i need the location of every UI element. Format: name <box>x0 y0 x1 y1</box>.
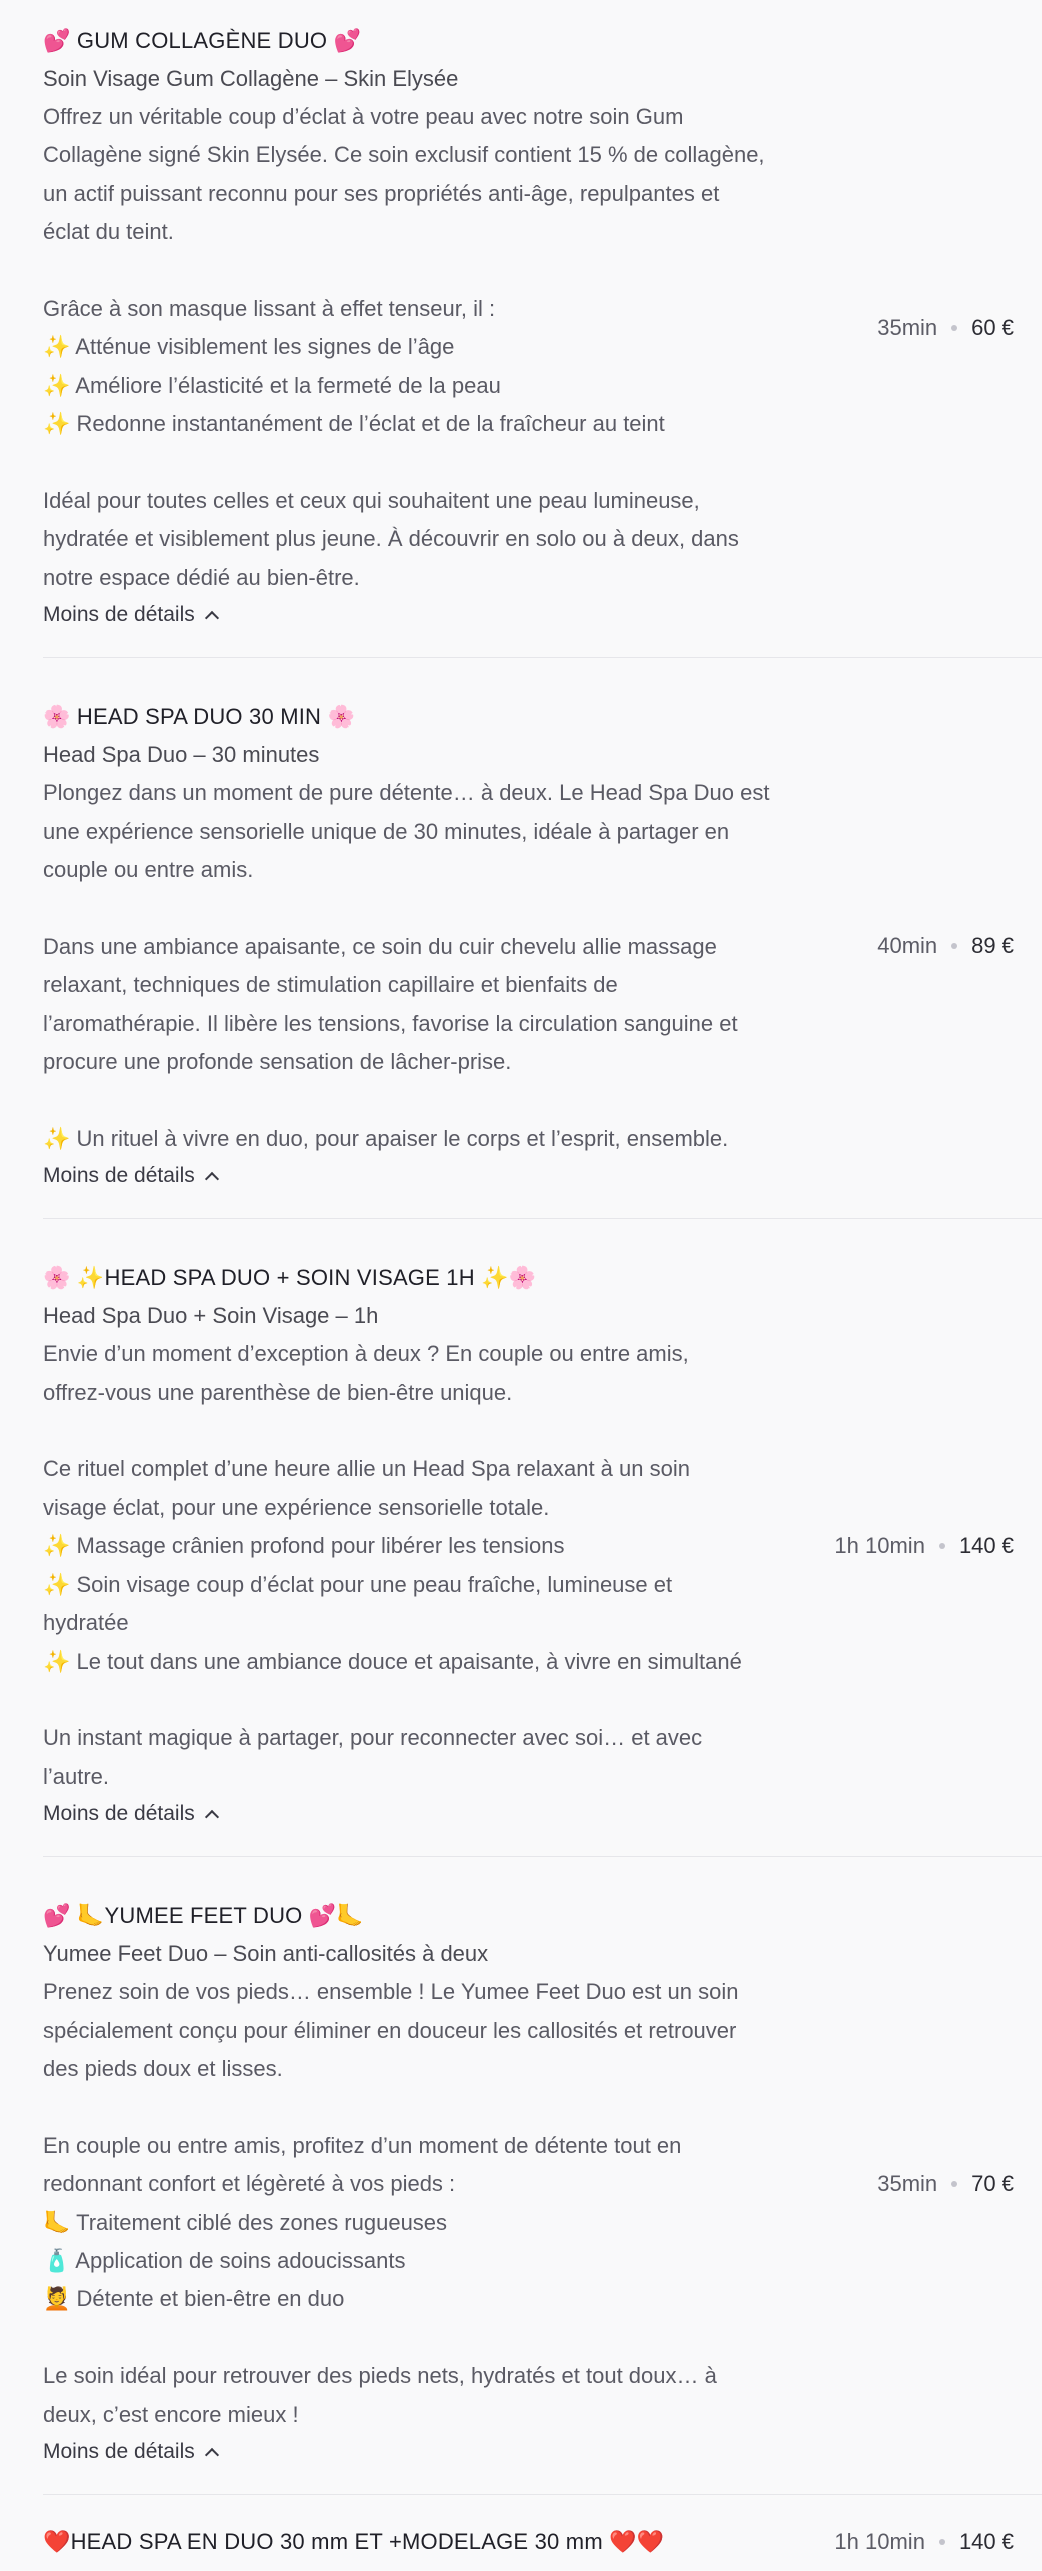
service-description <box>43 1259 823 1832</box>
paragraph-gap <box>43 252 823 290</box>
description-line: notre espace dédié au bien-être. <box>43 564 360 590</box>
paragraph-gap <box>43 1681 823 1719</box>
description-line: En couple ou entre amis, profitez d’un moment de détente tout en <box>43 2132 682 2158</box>
description-line: hydratée et visiblement plus jeune. À découvrir en solo ou à deux, dans <box>43 526 739 552</box>
dot-separator-icon <box>951 325 957 331</box>
service-price: 70 € <box>971 2170 1014 2196</box>
service-subtitle: Yumee Feet Duo – Soin anti-callosités à deux <box>43 1941 489 1967</box>
dot-separator-icon <box>951 943 957 949</box>
less-details-toggle[interactable] <box>43 2434 217 2470</box>
less-details-toggle[interactable] <box>43 597 217 633</box>
description-line: l’autre. <box>43 1763 110 1789</box>
description-line: une expérience sensorielle unique de 30 minutes, idéale à partager en <box>43 818 730 844</box>
service-item-gum-collagene-duo[interactable] <box>43 0 1042 657</box>
description-line: spécialement conçu pour éliminer en douceur les callosités et retrouver <box>43 2017 737 2043</box>
service-price: 140 € <box>958 1532 1014 1558</box>
paragraph-gap <box>43 444 823 482</box>
service-description <box>43 2523 823 2561</box>
description-line: l’aromathérapie. Il libère les tensions, favorise la circulation sanguine et <box>43 1010 738 1036</box>
description-line: 🧴 Application de soins adoucissants <box>43 2247 406 2273</box>
description-line: Plongez dans un moment de pure détente… à deux. Le Head Spa Duo est <box>43 780 770 806</box>
service-duration: 35min <box>877 314 938 340</box>
description-line: visage éclat, pour une expérience sensorielle totale. <box>43 1494 550 1520</box>
service-row <box>43 22 1042 633</box>
service-item-head-spa-duo-30[interactable] <box>43 658 1042 1218</box>
description-line: hydratée <box>43 1610 129 1636</box>
less-details-label: Moins de détails <box>43 603 195 627</box>
service-meta <box>823 1533 1042 1559</box>
less-details-label: Moins de détails <box>43 1802 195 1826</box>
description-line: ✨ Atténue visiblement les signes de l’âge <box>43 334 455 360</box>
chevron-up-icon <box>205 1810 219 1824</box>
description-line: ✨ Massage crânien profond pour libérer les tensions <box>43 1533 565 1559</box>
dot-separator-icon <box>939 1543 945 1549</box>
service-price: 140 € <box>958 2528 1014 2554</box>
description-line: des pieds doux et lisses. <box>43 2055 283 2081</box>
description-line: Grâce à son masque lissant à effet tenseur, il : <box>43 296 496 322</box>
description-line: Collagène signé Skin Elysée. Ce soin exclusif contient 15 % de collagène, <box>43 142 765 168</box>
service-item-head-spa-duo-soin-visage[interactable] <box>43 1219 1042 1856</box>
service-price: 60 € <box>971 314 1014 340</box>
less-details-toggle[interactable] <box>43 1158 217 1194</box>
chevron-up-icon <box>205 611 219 625</box>
service-row <box>43 1259 1042 1832</box>
dot-separator-icon <box>939 2539 945 2545</box>
less-details-label: Moins de détails <box>43 2439 195 2463</box>
description-line: Idéal pour toutes celles et ceux qui souhaitent une peau lumineuse, <box>43 488 700 514</box>
description-line: 💆 Détente et bien-être en duo <box>43 2286 345 2312</box>
description-line: procure une profonde sensation de lâcher-prise. <box>43 1049 512 1075</box>
description-paragraph <box>43 774 823 889</box>
service-title: 💕 GUM COLLAGÈNE DUO 💕 <box>43 28 362 53</box>
description-paragraph <box>43 98 823 252</box>
description-line: Un instant magique à partager, pour reconnecter avec soi… et avec <box>43 1725 703 1751</box>
description-line: offrez-vous une parenthèse de bien-être unique. <box>43 1379 513 1405</box>
description-line: Ce rituel complet d’une heure allie un Head Spa relaxant à un soin <box>43 1456 690 1482</box>
service-title: 🌸 HEAD SPA DUO 30 MIN 🌸 <box>43 704 356 730</box>
service-title: 🌸 ✨HEAD SPA DUO + SOIN VISAGE 1H ✨🌸 <box>43 1265 537 1291</box>
service-subtitle: Head Spa Duo + Soin Visage – 1h <box>43 1303 379 1329</box>
description-paragraph <box>43 1719 823 1796</box>
service-title: 💕 🦶YUMEE FEET DUO 💕🦶 <box>43 1903 364 1929</box>
description-line: ✨ Le tout dans une ambiance douce et apaisante, à vivre en simultané <box>43 1648 742 1674</box>
service-item-yumee-feet-duo[interactable] <box>43 1857 1042 2494</box>
service-duration: 1h 10min <box>834 1532 925 1558</box>
description-line: ✨ Soin visage coup d’éclat pour une peau fraîche, lumineuse et <box>43 1571 673 1597</box>
description-line: deux, c’est encore mieux ! <box>43 2401 299 2427</box>
service-subtitle: Soin Visage Gum Collagène – Skin Elysée <box>43 66 459 91</box>
description-line: Le soin idéal pour retrouver des pieds nets, hydratés et tout doux… à <box>43 2363 717 2389</box>
description-line: ✨ Un rituel à vivre en duo, pour apaiser le corps et l’esprit, ensemble. <box>43 1125 729 1151</box>
service-meta <box>823 933 1042 959</box>
description-paragraph <box>43 2127 823 2319</box>
service-row <box>43 2523 1042 2561</box>
service-duration: 1h 10min <box>834 2528 925 2554</box>
description-line: couple ou entre amis. <box>43 857 254 883</box>
paragraph-gap <box>43 2319 823 2357</box>
description-paragraph <box>43 1973 823 2088</box>
description-line: un actif puissant reconnu pour ses propriétés anti-âge, repulpantes et <box>43 180 720 206</box>
description-line: ✨ Redonne instantanément de l’éclat et de la fraîcheur au teint <box>43 411 665 437</box>
description-line: Offrez un véritable coup d’éclat à votre peau avec notre soin Gum <box>43 104 684 129</box>
description-line: 🦶 Traitement ciblé des zones rugueuses <box>43 2209 448 2235</box>
description-paragraph <box>43 290 823 444</box>
description-line: ✨ Améliore l’élasticité et la fermeté de la peau <box>43 372 501 398</box>
dot-separator-icon <box>951 2181 957 2187</box>
paragraph-gap <box>43 889 823 927</box>
description-line: Dans une ambiance apaisante, ce soin du cuir chevelu allie massage <box>43 933 717 959</box>
less-details-label: Moins de détails <box>43 1164 195 1188</box>
description-line: Prenez soin de vos pieds… ensemble ! Le Yumee Feet Duo est un soin <box>43 1979 739 2005</box>
description-line: redonnant confort et légèreté à vos pieds : <box>43 2171 456 2197</box>
service-subtitle: Head Spa Duo – 30 minutes <box>43 742 320 768</box>
service-duration: 35min <box>877 2170 938 2196</box>
service-row <box>43 698 1042 1194</box>
description-line: relaxant, techniques de stimulation capillaire et bienfaits de <box>43 972 618 998</box>
description-paragraph <box>43 1335 823 1412</box>
paragraph-gap <box>43 2088 823 2126</box>
service-description <box>43 22 823 633</box>
paragraph-gap <box>43 1081 823 1119</box>
description-line: éclat du teint. <box>43 219 174 245</box>
description-line: Envie d’un moment d’exception à deux ? En couple ou entre amis, <box>43 1341 689 1367</box>
chevron-up-icon <box>205 2448 219 2462</box>
description-paragraph <box>43 1450 823 1680</box>
description-paragraph <box>43 2357 823 2434</box>
chevron-up-icon <box>205 1172 219 1186</box>
description-paragraph <box>43 1120 823 1158</box>
description-paragraph <box>43 482 823 597</box>
service-meta <box>823 315 1042 341</box>
service-meta <box>823 2171 1042 2197</box>
service-duration: 40min <box>877 933 938 959</box>
service-description <box>43 698 823 1194</box>
service-price: 89 € <box>971 933 1014 959</box>
paragraph-gap <box>43 1412 823 1450</box>
service-description <box>43 1897 823 2470</box>
service-meta <box>823 2529 1042 2555</box>
service-title: ❤️HEAD SPA EN DUO 30 mm ET +MODELAGE 30 mm ❤️❤️ <box>43 2528 665 2554</box>
service-row <box>43 1897 1042 2470</box>
less-details-toggle[interactable] <box>43 1796 217 1832</box>
description-paragraph <box>43 928 823 1082</box>
